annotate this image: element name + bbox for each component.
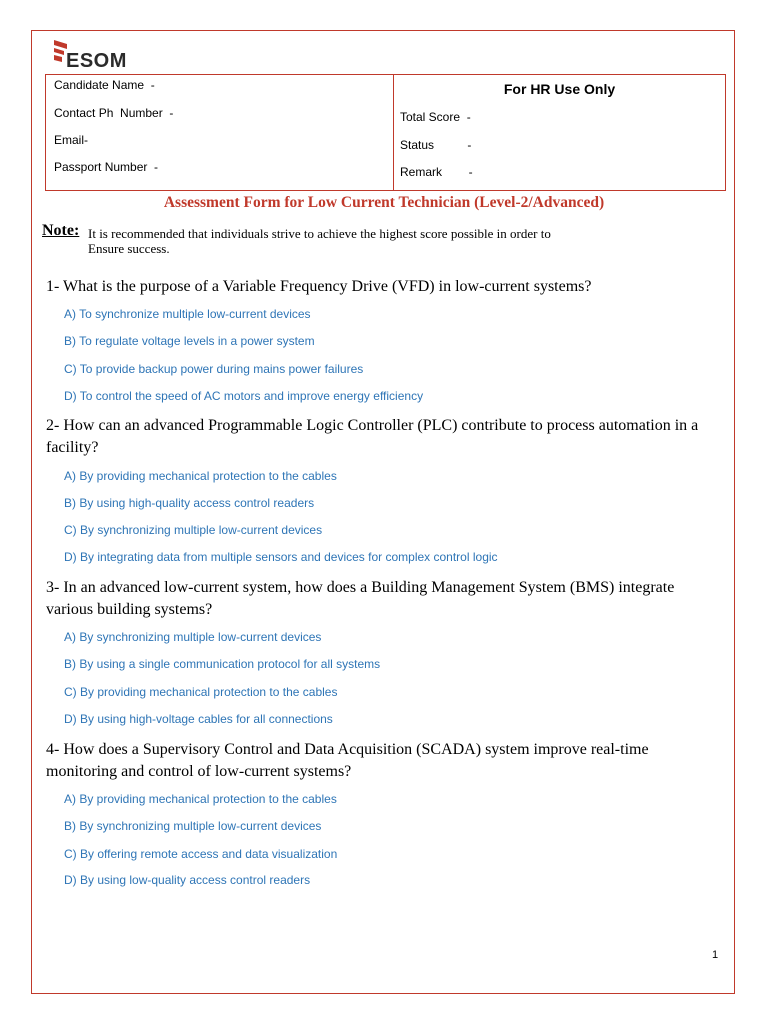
question-4-option-b: B) By synchronizing multiple low-current devices xyxy=(64,819,322,833)
question-4: 4- How does a Supervisory Control and Data Acquisition (SCADA) system improve real-time monitoring and control of low-current systems? xyxy=(46,741,649,780)
question-2-option-b: B) By using high-quality access control readers xyxy=(64,496,315,510)
question-1-option-c: C) To provide backup power during mains power failures xyxy=(64,362,364,376)
candidate-name-label: Candidate Name - xyxy=(54,78,155,92)
page-number: 1 xyxy=(712,949,719,961)
note-text xyxy=(88,226,688,256)
candidate-info-box xyxy=(45,74,726,191)
question-3-option-a: A) By synchronizing multiple low-current devices xyxy=(64,630,322,644)
question-4-option-d: D) By using low-quality access control readers xyxy=(64,873,311,887)
document-title: Assessment Form for Low Current Technician (Level-2/Advanced) xyxy=(163,194,605,211)
hr-use-title: For HR Use Only xyxy=(503,81,616,97)
note-line-2: Ensure success. xyxy=(88,241,170,256)
remark-label: Remark - xyxy=(400,165,473,179)
question-3-option-d: D) By using high-voltage cables for all connections xyxy=(64,712,333,726)
contact-phone-label: Contact Ph Number - xyxy=(54,106,174,120)
question-4-option-c: C) By offering remote access and data visualization xyxy=(64,847,338,861)
passport-number-label: Passport Number - xyxy=(54,160,159,174)
esom-logo xyxy=(52,38,152,72)
question-3-option-b: B) By using a single communication protocol for all systems xyxy=(64,657,381,671)
total-score-label: Total Score - xyxy=(400,110,471,124)
question-3-option-c: C) By providing mechanical protection to the cables xyxy=(64,685,338,699)
candidate-details xyxy=(46,75,394,190)
question-4-option-a: A) By providing mechanical protection to the cables xyxy=(64,792,337,806)
question-1-option-b: B) To regulate voltage levels in a power system xyxy=(64,334,315,348)
logo-text: ESOM xyxy=(66,50,127,72)
hr-use-section xyxy=(394,75,725,190)
question-2-option-d: D) By integrating data from multiple sensors and devices for complex control logic xyxy=(64,550,498,564)
question-1: 1- What is the purpose of a Variable Frequency Drive (VFD) in low-current systems? xyxy=(46,278,592,295)
question-2: 2- How can an advanced Programmable Logic Controller (PLC) contribute to process automation in a facility? xyxy=(46,417,699,456)
status-label: Status - xyxy=(400,138,472,152)
question-1-option-d: D) To control the speed of AC motors and improve energy efficiency xyxy=(64,389,424,403)
question-2-option-c: C) By synchronizing multiple low-current devices xyxy=(64,523,323,537)
note-label: Note: xyxy=(42,222,80,239)
question-2-option-a: A) By providing mechanical protection to the cables xyxy=(64,469,337,483)
note-line-1: It is recommended that individuals strive to achieve the highest score possible in order to xyxy=(88,226,551,241)
question-1-option-a: A) To synchronize multiple low-current devices xyxy=(64,307,311,321)
email-label: Email- xyxy=(54,133,89,147)
question-3: 3- In an advanced low-current system, how does a Building Management System (BMS) integrate various building systems? xyxy=(46,579,675,618)
